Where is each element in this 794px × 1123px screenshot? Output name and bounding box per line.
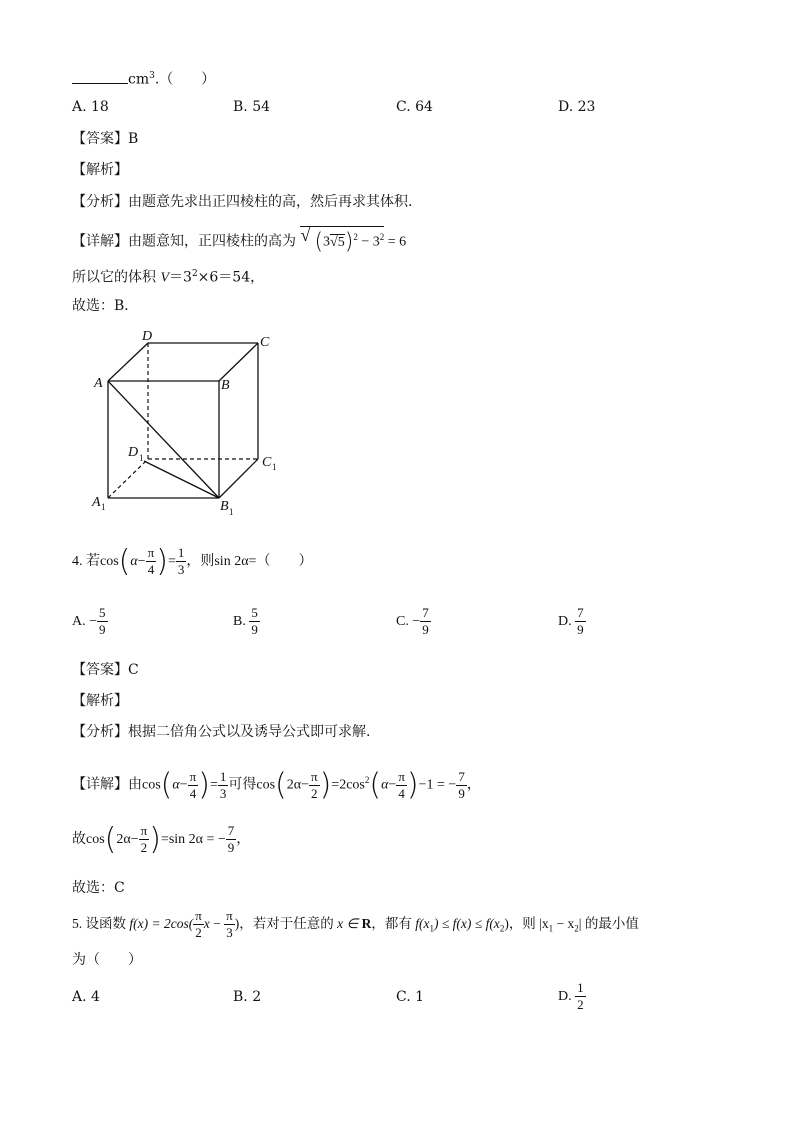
q5-option-a: A. 4 (72, 989, 100, 1005)
edge-cb (219, 343, 258, 381)
label-b1: B (220, 499, 229, 514)
q4-option-b: B. $\frac{5}{9}$ (233, 605, 258, 638)
svg-text:1: 1 (272, 462, 277, 472)
label-a1: A (92, 495, 101, 510)
label-d: D (142, 329, 153, 344)
q3-fenxi: 【分析】由题意先求出正四棱柱的高，然后再求其体积. (72, 194, 413, 210)
label-a: A (94, 376, 103, 391)
diagonal-ab1 (108, 381, 219, 498)
answer-blank (72, 71, 128, 84)
label-b: B (221, 378, 230, 393)
q4-answer: 【答案】C (72, 662, 139, 678)
q5-question-line1: 5. 设函数 f(x) = 2cos( $\frac{\pi}{2}$ x − $\frac{\pi}{3}$ )，若对于任意的 x ∈ R，都有 $f(x_1) \le f(x) \le f(x_2)$，则 $|x_1 - x_2|$ 的最小值 (72, 908, 639, 941)
q3-answer: 【答案】B (72, 131, 139, 147)
q5-option-c: C. 1 (396, 989, 425, 1005)
edge-ad (108, 343, 148, 381)
q3-choose: 故选：B． (72, 298, 139, 314)
q5-option-d: D. $\frac{1}{2}$ (558, 980, 584, 1013)
sqrt-expression: √ $(3√5)^2 - 3^2$ (300, 226, 384, 257)
q5-question-line2: 为（ ） (72, 952, 142, 968)
q4-question: 4. 若cos(α− $\frac{\pi}{4}$ )= $\frac{1}{3}$ ，则sin 2α=（ ） (72, 543, 313, 579)
q4-option-c: C. − $\frac{7}{9}$ (396, 605, 429, 638)
q4-option-a: A. − $\frac{5}{9}$ (72, 605, 106, 638)
label-c: C (260, 335, 270, 350)
q3-option-b: B. 54 (233, 99, 271, 115)
radical-sign: √ (300, 225, 311, 245)
q3-option-d: D. 23 (558, 99, 596, 115)
q4-xiangjie: 【详解】由cos(α− $\frac{\pi}{4}$ )= $\frac{1}{3}$ 可得cos(2α− $\frac{\pi}{2}$ )$=2\cos^2(\alpha-$ $\frac{\pi}{4}$ )−1 = − $\frac{7}{9}$ ， (72, 767, 481, 803)
q3-tail-line: $cm^3$.（ ） (72, 66, 215, 90)
label-d1: D (128, 445, 139, 460)
q4-option-d: D. $\frac{7}{9}$ (558, 605, 584, 638)
diagonal-d1b1 (144, 461, 219, 498)
svg-text:1: 1 (139, 453, 144, 463)
q4-choose: 故选：C (72, 880, 125, 896)
q3-jiexi: 【解析】 (72, 162, 128, 178)
prism-figure (86, 326, 286, 521)
q5-option-b: B. 2 (233, 989, 262, 1005)
q4-jiexi: 【解析】 (72, 693, 128, 709)
svg-text:1: 1 (101, 502, 106, 512)
q3-option-c: C. 64 (396, 99, 433, 115)
q3-option-a: A. 18 (72, 99, 109, 115)
hidden-edge-a1d1 (108, 459, 148, 498)
svg-text:1: 1 (229, 507, 234, 517)
edge-b1c1 (219, 459, 258, 498)
q3-xiangjie: 【详解】由题意知，正四棱柱的高为 √ $(3√5)^2 - 3^2 = 6$ (72, 226, 406, 257)
label-c1: C (262, 455, 272, 470)
q4-gu: 故cos(2α− $\frac{\pi}{2}$ )=sin 2α = − $\frac{7}{9}$ ， (72, 821, 251, 857)
q4-fenxi: 【分析】根据二倍角公式以及诱导公式即可求解. (72, 724, 371, 740)
q3-volume: 所以它的体积 $V=3^2\times 6=54$， (72, 269, 265, 286)
unit-text: cm (128, 71, 150, 88)
